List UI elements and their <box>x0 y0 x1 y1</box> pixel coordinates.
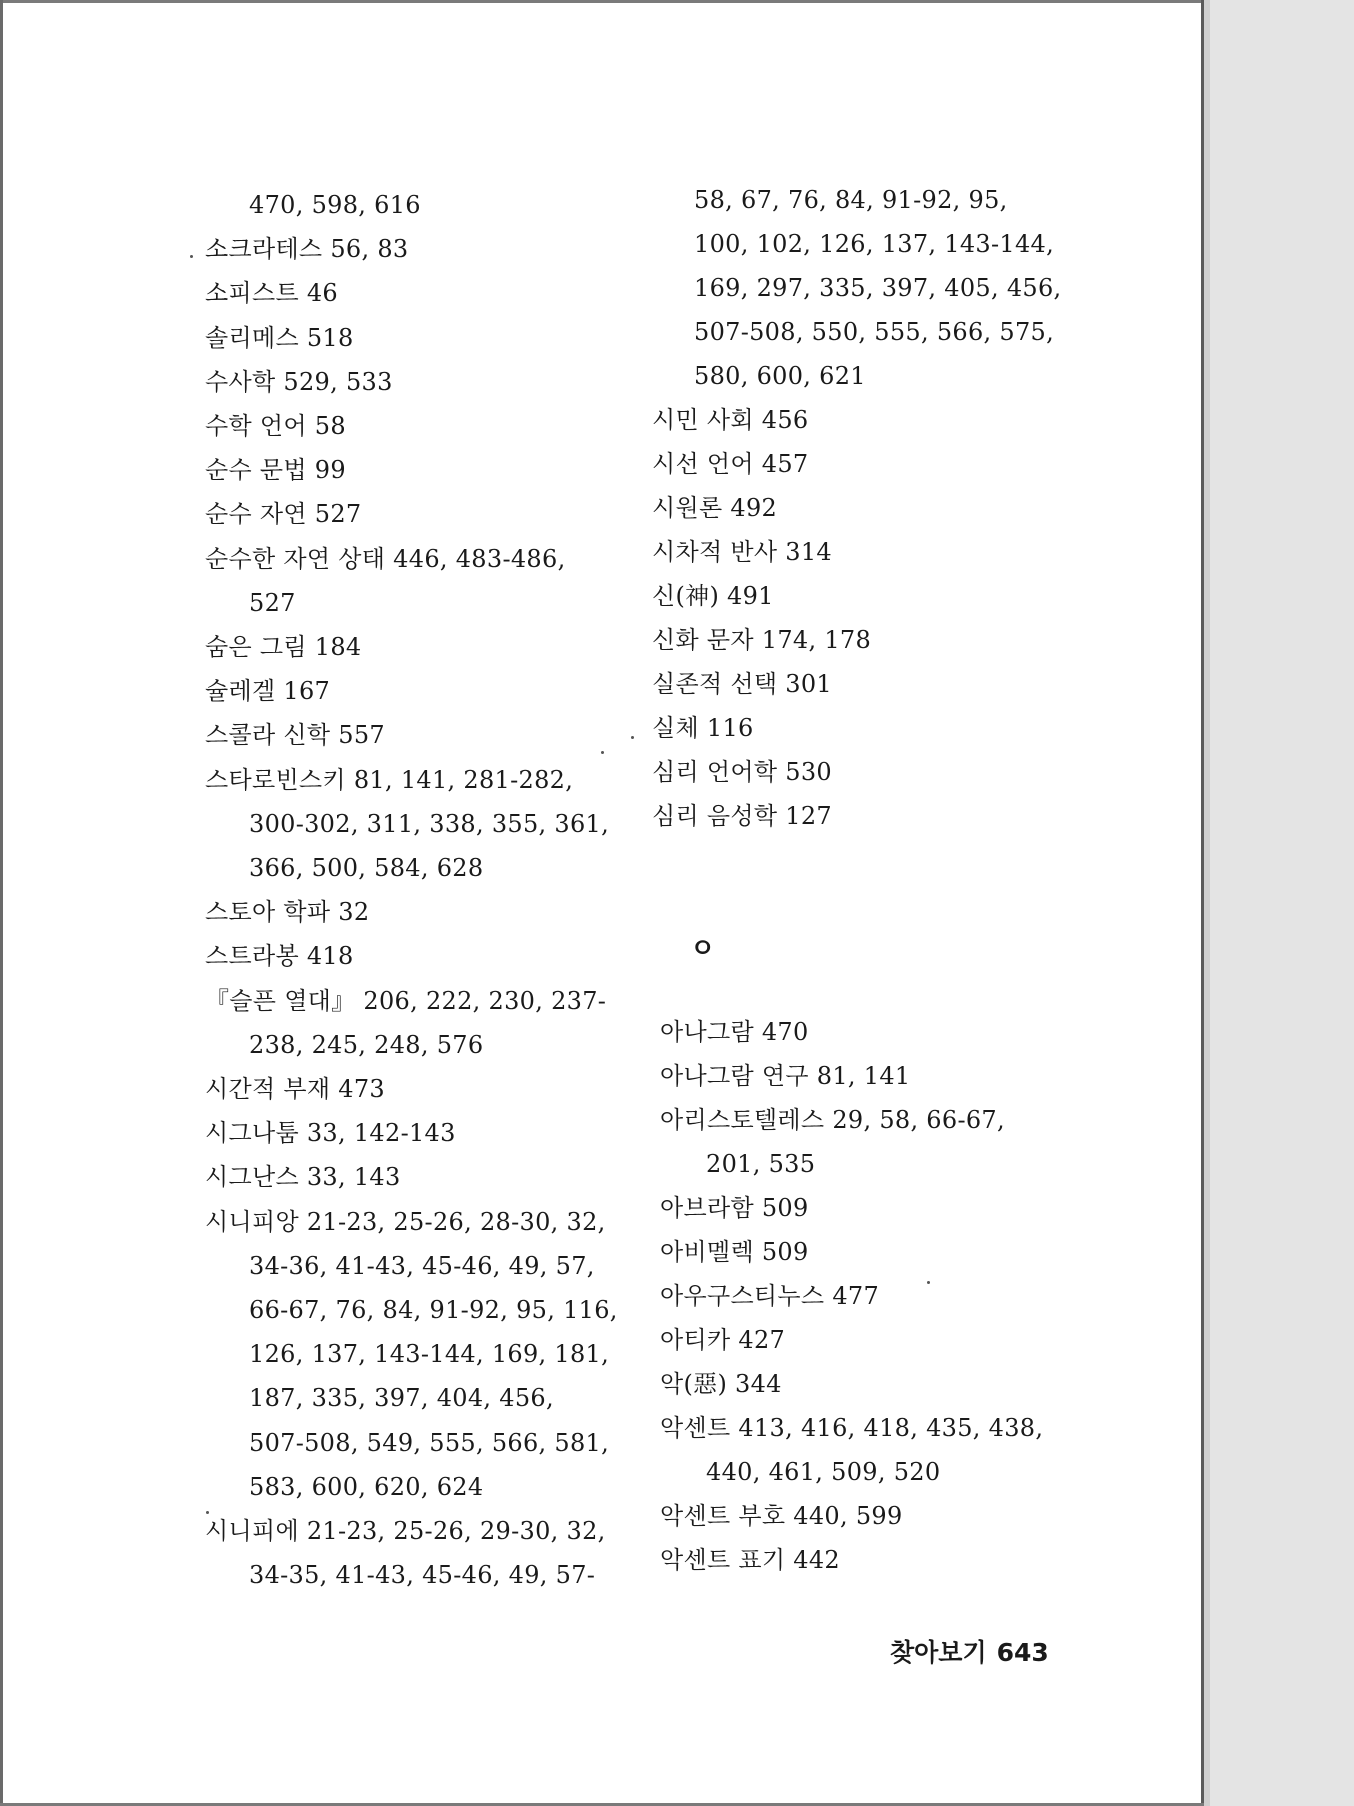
index-entry: 300-302, 311, 338, 355, 361, <box>249 809 610 838</box>
index-entry: 580, 600, 621 <box>694 362 866 390</box>
index-entry: 소피스트 46 <box>205 279 339 308</box>
index-entry: 심리 음성학 127 <box>652 802 832 830</box>
index-entry: 심리 언어학 530 <box>652 758 832 786</box>
page-border-left <box>0 0 3 1806</box>
index-entry: 시원론 492 <box>652 494 778 522</box>
index-entry: 소크라테스 56, 83 <box>205 235 409 264</box>
index-entry: 527 <box>249 588 296 617</box>
scan-speck <box>206 1511 209 1514</box>
index-entry: 실존적 선택 301 <box>652 670 832 698</box>
index-entry: 스토아 학파 32 <box>205 898 370 927</box>
index-entry: 507-508, 549, 555, 566, 581, <box>249 1428 610 1457</box>
page-number: 643 <box>996 1638 1049 1667</box>
index-entry: 숨은 그림 184 <box>205 633 362 661</box>
index-entry: 시니피에 21-23, 25-26, 29-30, 32, <box>205 1517 606 1545</box>
index-entry: 시민 사회 456 <box>652 406 809 434</box>
footer-label: 찾아보기 <box>890 1638 987 1667</box>
scan-speck <box>190 255 193 258</box>
index-entry: 악센트 표기 442 <box>660 1546 840 1574</box>
index-entry: 366, 500, 584, 628 <box>249 854 484 882</box>
index-entry: 순수 자연 527 <box>205 500 362 529</box>
scan-speck <box>631 736 634 739</box>
index-entry: 66-67, 76, 84, 91-92, 95, 116, <box>249 1296 618 1324</box>
scan-speck <box>601 751 604 754</box>
index-entry: 34-35, 41-43, 45-46, 49, 57- <box>249 1561 596 1590</box>
index-entry: 신(神) 491 <box>652 582 774 610</box>
index-entry: 시니피앙 21-23, 25-26, 28-30, 32, <box>205 1207 606 1236</box>
index-entry: 시간적 부재 473 <box>205 1075 385 1103</box>
index-entry: 순수 문법 99 <box>205 456 346 485</box>
index-entry: 시선 언어 457 <box>652 450 809 478</box>
index-entry: 실체 116 <box>652 714 754 742</box>
index-entry: 470, 598, 616 <box>249 191 421 219</box>
page-footer <box>890 1633 1049 1669</box>
index-entry: 238, 245, 248, 576 <box>249 1030 484 1059</box>
index-entry: 187, 335, 397, 404, 456, <box>249 1384 554 1413</box>
index-entry: 『슬픈 열대』 206, 222, 230, 237- <box>205 986 607 1015</box>
index-entry: 아브라함 509 <box>660 1194 809 1222</box>
index-entry: 아리스토텔레스 29, 58, 66-67, <box>660 1106 1005 1134</box>
page-border-right <box>1201 0 1204 1806</box>
index-entry: 34-36, 41-43, 45-46, 49, 57, <box>249 1251 595 1280</box>
index-entry: 583, 600, 620, 624 <box>249 1472 484 1501</box>
index-entry: 스트라봉 418 <box>205 942 354 971</box>
index-entry: 아비멜렉 509 <box>660 1238 809 1266</box>
index-entry: 시그난스 33, 143 <box>205 1163 401 1192</box>
index-entry: 스콜라 신학 557 <box>205 721 385 750</box>
index-entry: 시차적 반사 314 <box>652 538 832 566</box>
index-entry: 126, 137, 143-144, 169, 181, <box>249 1340 610 1369</box>
section-heading: ㅇ <box>690 934 716 964</box>
index-entry: 슐레겔 167 <box>205 677 331 706</box>
index-entry: 아우구스티누스 477 <box>660 1282 880 1310</box>
index-entry: 507-508, 550, 555, 566, 575, <box>694 318 1055 346</box>
index-entry: 시그나툼 33, 142-143 <box>205 1119 456 1148</box>
index-entry: 169, 297, 335, 397, 405, 456, <box>694 274 1062 302</box>
index-entry: 아나그람 연구 81, 141 <box>660 1062 911 1090</box>
page-gutter-edge <box>1204 0 1210 1806</box>
index-entry: 악센트 부호 440, 599 <box>660 1502 903 1530</box>
index-entry: 100, 102, 126, 137, 143-144, <box>694 230 1055 258</box>
index-entry: 201, 535 <box>706 1150 816 1178</box>
index-entry: 신화 문자 174, 178 <box>652 626 872 654</box>
index-entry: 아티카 427 <box>660 1326 786 1354</box>
index-entry: 순수한 자연 상태 446, 483-486, <box>205 544 566 573</box>
page-border-top <box>0 0 1204 3</box>
index-entry: 수학 언어 58 <box>205 412 346 440</box>
index-entry: 아나그람 470 <box>660 1018 809 1046</box>
index-entry: 악(惡) 344 <box>660 1370 782 1398</box>
index-entry: 스타로빈스키 81, 141, 281-282, <box>205 765 574 794</box>
page-gutter <box>1204 0 1354 1806</box>
scan-speck <box>927 1281 930 1284</box>
index-entry: 악센트 413, 416, 418, 435, 438, <box>660 1414 1044 1442</box>
index-entry: 솔리메스 518 <box>205 323 354 352</box>
index-entry: 440, 461, 509, 520 <box>706 1458 941 1486</box>
index-entry: 수사학 529, 533 <box>205 367 393 396</box>
index-entry: 58, 67, 76, 84, 91-92, 95, <box>694 186 1008 214</box>
